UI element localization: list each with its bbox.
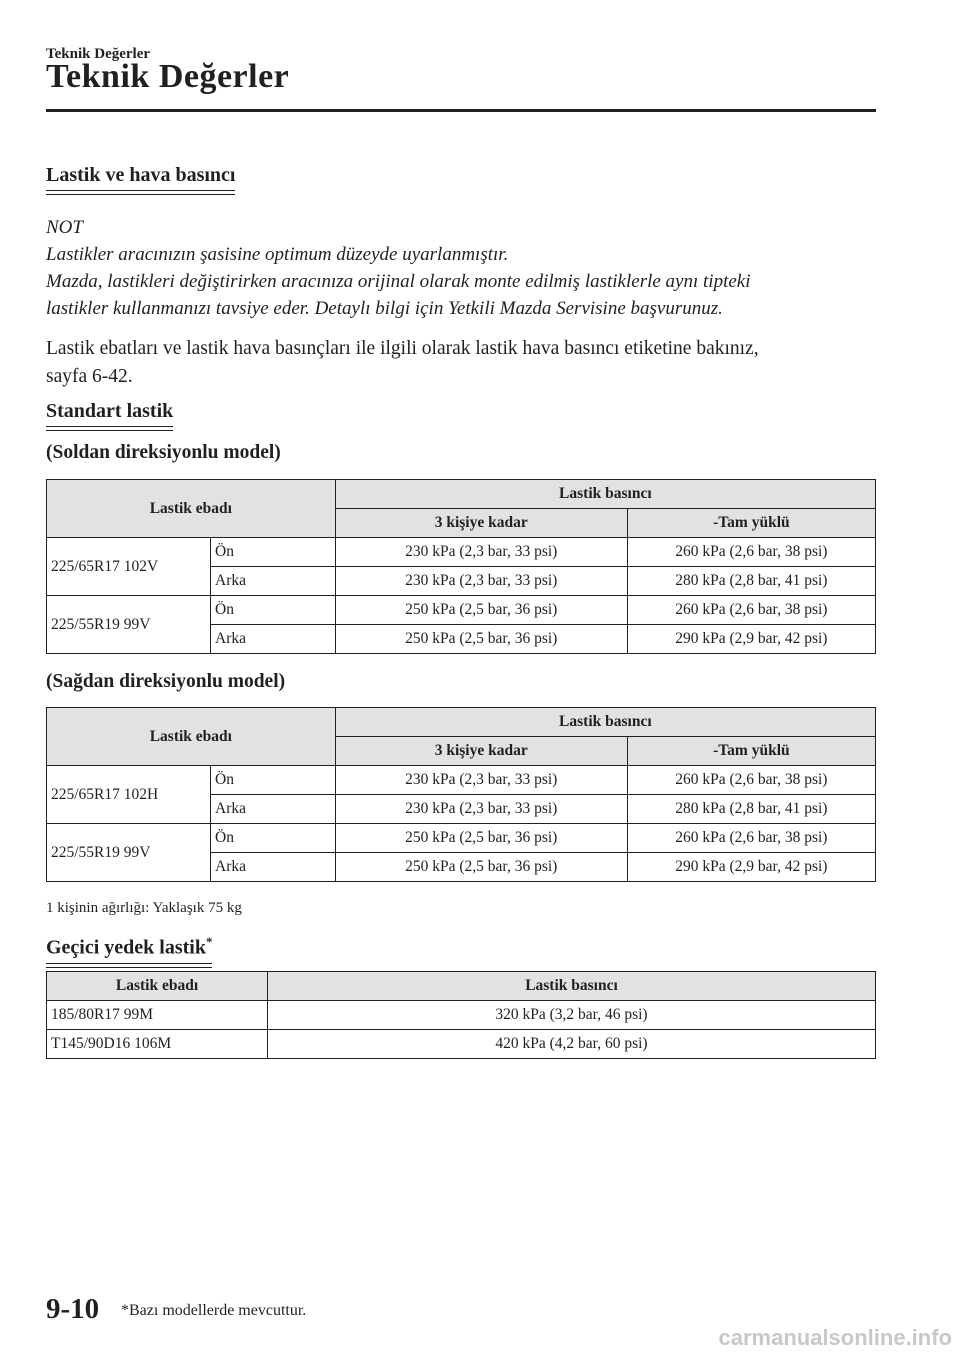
running-header: Teknik Değerler: [46, 46, 151, 62]
note-block: [46, 214, 876, 322]
page-number: 9-10: [46, 1293, 100, 1325]
section-heading-tires-text: Lastik ve hava basıncı: [46, 164, 235, 191]
lhd-heading: (Soldan direksiyonlu model): [46, 442, 281, 463]
tire-size-cell: 225/55R19 99V: [47, 596, 211, 654]
section-heading-standard-text: Standart lastik: [46, 400, 173, 427]
pressure-cell: 260 kPa (2,6 bar, 38 psi): [627, 824, 875, 853]
position-cell: Arka: [211, 567, 336, 596]
pressure-cell: 250 kPa (2,5 bar, 36 psi): [335, 596, 627, 625]
section-heading-tires: [46, 164, 235, 193]
pressure-cell: 290 kPa (2,9 bar, 42 psi): [627, 853, 875, 882]
paragraph-line: sayfa 6-42.: [46, 366, 133, 387]
rhd-pressure-table: [46, 707, 876, 882]
note-label: NOT: [46, 217, 83, 238]
header-full-load: -Tam yüklü: [627, 509, 875, 538]
section-heading-spare-text: [46, 934, 212, 964]
pressure-cell: 230 kPa (2,3 bar, 33 psi): [335, 567, 627, 596]
pressure-cell: 260 kPa (2,6 bar, 38 psi): [627, 596, 875, 625]
table-row: [47, 538, 876, 567]
rhd-heading: (Sağdan direksiyonlu model): [46, 671, 286, 692]
table-header-row: [47, 972, 876, 1001]
asterisk-marker: *: [205, 934, 213, 949]
position-cell: Arka: [211, 795, 336, 824]
table-header-row: [47, 708, 876, 737]
position-cell: Ön: [211, 538, 336, 567]
note-line: Lastikler aracınızın şasisine optimum düzeyde uyarlanmıştır.: [46, 244, 509, 265]
watermark: carmanualsonline.info: [718, 1325, 952, 1350]
header-tire-size: Lastik ebadı: [47, 972, 268, 1001]
note-line: Mazda, lastikleri değiştirirken aracınıza orijinal olarak monte edilmiş lastiklerle aynı tipteki: [46, 271, 751, 292]
table-row: [47, 596, 876, 625]
header-tire-pressure: Lastik basıncı: [335, 480, 875, 509]
pressure-label-reference: [46, 335, 876, 391]
pressure-cell: 250 kPa (2,5 bar, 36 psi): [335, 853, 627, 882]
position-cell: Arka: [211, 853, 336, 882]
pressure-cell: 280 kPa (2,8 bar, 41 psi): [627, 567, 875, 596]
position-cell: Ön: [211, 596, 336, 625]
position-cell: Arka: [211, 625, 336, 654]
section-heading-spare: [46, 934, 212, 966]
tire-size-cell: 225/65R17 102V: [47, 538, 211, 596]
spare-heading-text: Geçici yedek lastik: [46, 936, 206, 959]
table-row: [47, 1001, 876, 1030]
header-tire-size: Lastik ebadı: [47, 480, 336, 538]
tire-size-cell: 225/65R17 102H: [47, 766, 211, 824]
table-row: [47, 1030, 876, 1059]
note-line: lastikler kullanmanızı tavsiye eder. Detaylı bilgi için Yetkili Mazda Servisine başvurunuz.: [46, 298, 723, 319]
pressure-cell: 250 kPa (2,5 bar, 36 psi): [335, 625, 627, 654]
header-up-to-3: 3 kişiye kadar: [335, 509, 627, 538]
tire-size-cell: 225/55R19 99V: [47, 824, 211, 882]
pressure-cell: 230 kPa (2,3 bar, 33 psi): [335, 766, 627, 795]
table-row: [47, 824, 876, 853]
spare-pressure-table: [46, 971, 876, 1059]
pressure-cell: 260 kPa (2,6 bar, 38 psi): [627, 766, 875, 795]
header-tire-pressure: Lastik basıncı: [335, 708, 875, 737]
section-heading-standard: [46, 400, 173, 429]
table-header-row: [47, 480, 876, 509]
pressure-cell: 420 kPa (4,2 bar, 60 psi): [268, 1030, 876, 1059]
header-up-to-3: 3 kişiye kadar: [335, 737, 627, 766]
position-cell: Ön: [211, 824, 336, 853]
pressure-cell: 260 kPa (2,6 bar, 38 psi): [627, 538, 875, 567]
tire-size-cell: T145/90D16 106M: [47, 1030, 268, 1059]
header-full-load: -Tam yüklü: [627, 737, 875, 766]
chapter-title: Teknik Değerler: [46, 58, 290, 95]
table-row: [47, 766, 876, 795]
pressure-cell: 230 kPa (2,3 bar, 33 psi): [335, 795, 627, 824]
tire-size-cell: 185/80R17 99M: [47, 1001, 268, 1030]
weight-footnote: 1 kişinin ağırlığı: Yaklaşık 75 kg: [46, 900, 242, 916]
header-tire-pressure: Lastik basıncı: [268, 972, 876, 1001]
pressure-cell: 230 kPa (2,3 bar, 33 psi): [335, 538, 627, 567]
chapter-rule: [46, 109, 876, 112]
availability-footnote: *Bazı modellerde mevcuttur.: [121, 1302, 307, 1319]
paragraph-line: Lastik ebatları ve lastik hava basınçları ile ilgili olarak lastik hava basıncı etiketine bakınız,: [46, 338, 759, 359]
pressure-cell: 290 kPa (2,9 bar, 42 psi): [627, 625, 875, 654]
pressure-cell: 250 kPa (2,5 bar, 36 psi): [335, 824, 627, 853]
pressure-cell: 280 kPa (2,8 bar, 41 psi): [627, 795, 875, 824]
pressure-cell: 320 kPa (3,2 bar, 46 psi): [268, 1001, 876, 1030]
position-cell: Ön: [211, 766, 336, 795]
lhd-pressure-table: [46, 479, 876, 654]
header-tire-size: Lastik ebadı: [47, 708, 336, 766]
